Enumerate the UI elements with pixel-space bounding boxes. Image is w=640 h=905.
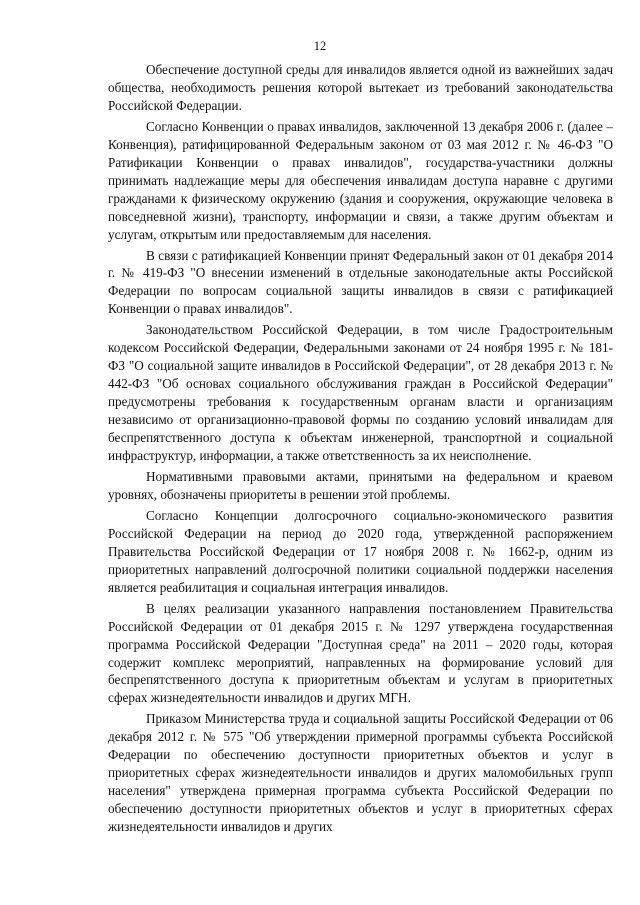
paragraph-state-program: В целях реализации указанного направления постановлением Правительства Российской Федерации от 01 декабря 2015 г. № 1297 утверждена государственная программа Российской Федерации "Доступная среда" на 2011 – 2020 годы, которая содержит комплекс мероприятий, направленных на формирование условий для беспрепятственного доступа к приоритетным объектам и услугам в приоритетных сферах жизнедеятельности инвалидов и других МГН. [108,600,613,706]
paragraph-ministry-order: Приказом Министерства труда и социальной защиты Российской Федерации от 06 декабря 2012 г. № 575 "Об утверждении примерной программы субъекта Российской Федерации по обеспечению доступности приоритетных объектов и услуг в приоритетных сферах жизнедеятельности инвалидов и других маломобильных групп населения" утверждена примерная программа субъекта Российской Федерации по обеспечению доступности приоритетных объектов и услуг в приоритетных сферах жизнедеятельности инвалидов и других [108,711,613,835]
paragraph-federal-law-419: В связи с ратификацией Конвенции принят Федеральный закон от 01 декабря 2014 г. № 419-ФЗ "О внесении изменений в отдельные законодательные акты Российской Федерации по вопросам социальной защиты инвалидов в связи с ратификацией Конвенции о правах инвалидов". [108,247,613,317]
paragraph-regulatory-acts: Нормативными правовыми актами, принятыми на федеральном и краевом уровнях, обозначены приоритеты в решении этой проблемы. [108,468,613,502]
document-body [108,61,613,836]
page-number: 12 [313,39,327,53]
paragraph-accessible-environment: Обеспечение доступной среды для инвалидов является одной из важнейших задач общества, необходимость решения которой вытекает из требований законодательства Российской Федерации. [108,62,613,113]
paragraph-legislation: Законодательством Российской Федерации, в том числе Градостроительным кодексом Российской Федерации, Федеральными законами от 24 ноября 1995 г. № 181-ФЗ "О социальной защите инвалидов в Российской Федерации", от 28 декабря 2013 г. № 442-ФЗ "Об основах социального обслуживания граждан в Российской Федерации" предусмотрены требования к государственным органам власти и организациям независимо от организационно-правовой формы по созданию условий инвалидам для беспрепятственного доступа к объектам инженерной, транспортной и социальной инфраструктур, информации, а также ответственность за их неисполнение. [108,322,613,464]
paragraph-development-concept: Согласно Концепции долгосрочного социально-экономического развития Российской Федерации на период до 2020 года, утвержденной распоряжением Правительства Российской Федерации от 17 ноября 2008 г. № 1662-р, одним из приоритетных направлений долгосрочной политики социальной поддержки населения является реабилитация и социальная интеграция инвалидов. [108,507,613,595]
paragraph-convention: Согласно Конвенции о правах инвалидов, заключенной 13 декабря 2006 г. (далее – Конвенция), ратифицированной Федеральным законом от 03 мая 2012 г. № 46-ФЗ "О Ратификации Конвенции о правах инвалидов", государства-участники должны принимать надлежащие меры для обеспечения инвалидам доступа наравне с другими гражданами к физическому окружению (здания и сооружения, окружающие человека в повседневной жизни), транспорту, информации и связи, а также другим объектам и услугам, открытым или предоставляемым для населения. [108,118,613,242]
